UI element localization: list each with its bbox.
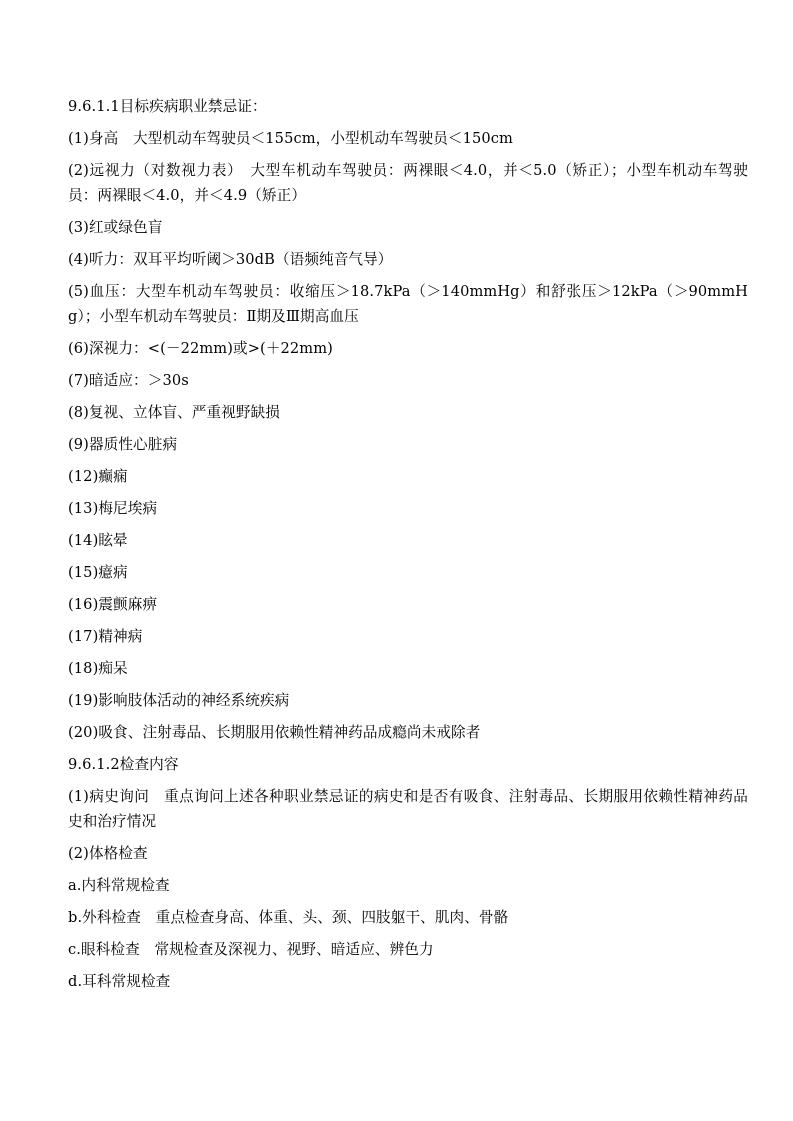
list-item-physical-exam: (2)体格检查 [68,845,148,862]
list-item-color-blindness: (3)红或绿色盲 [68,219,163,236]
section-heading-9-6-1-2: 9.6.1.2检查内容 [68,756,179,773]
list-item-epilepsy: (12)癫痫 [68,468,128,485]
list-item-height: (1)身高 大型机动车驾驶员＜155cm，小型机动车驾驶员＜150cm [68,130,513,147]
section-heading-9-6-1-1: 9.6.1.1目标疾病职业禁忌证： [68,98,267,115]
list-item-medical-history: (1)病史询问 重点询问上述各种职业禁忌证的病史和是否有吸食、注射毒品、长期服用依赖性精神药品史和治疗情况 [68,788,748,830]
list-item-dementia: (18)痴呆 [68,660,128,677]
list-item-heart-disease: (9)器质性心脏病 [68,436,178,453]
list-item-far-vision: (2)远视力（对数视力表） 大型车机动车驾驶员：两裸眼＜4.0，并＜5.0（矫正）；小型车机动车驾驶员：两裸眼＜4.0，并＜4.9（矫正） [68,162,748,204]
list-item-vertigo: (14)眩晕 [68,532,128,549]
sub-item-internal-medicine: a.内科常规检查 [68,877,170,894]
list-item-hysteria: (15)癔病 [68,564,128,581]
sub-item-eye-exam: c.眼科检查 常规检查及深视力、视野、暗适应、辨色力 [68,941,434,958]
list-item-parkinsonism: (16)震颤麻痹 [68,596,158,613]
list-item-drug-addiction: (20)吸食、注射毒品、长期服用依赖性精神药品成瘾尚未戒除者 [68,724,481,741]
sub-item-ear-exam: d.耳科常规检查 [68,973,171,990]
list-item-blood-pressure: (5)血压：大型车机动车驾驶员：收缩压＞18.7kPa（＞140mmHg）和舒张压＞12kPa（＞90mmHg）；小型车机动车驾驶员：Ⅱ期及Ⅲ期高血压 [68,283,748,325]
list-item-hearing: (4)听力：双耳平均听阈＞30dB（语频纯音气导） [68,251,393,268]
list-item-diplopia: (8)复视、立体盲、严重视野缺损 [68,404,280,421]
list-item-psychosis: (17)精神病 [68,628,143,645]
list-item-depth-vision: (6)深视力：<(－22mm)或>(＋22mm) [68,340,333,357]
sub-item-surgery-exam: b.外科检查 重点检查身高、体重、头、颈、四肢躯干、肌肉、骨骼 [68,909,509,926]
document-body [68,94,748,1001]
list-item-dark-adaptation: (7)暗适应：＞30s [68,372,189,389]
list-item-menieres: (13)梅尼埃病 [68,500,158,517]
list-item-neuro-disease: (19)影响肢体活动的神经系统疾病 [68,692,290,709]
